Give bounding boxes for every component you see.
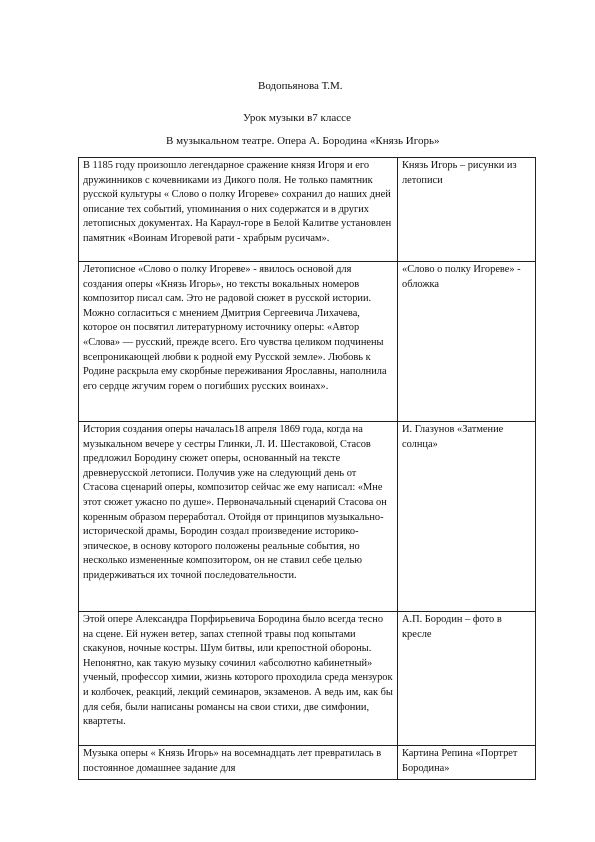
lesson-table (78, 157, 536, 780)
table-row (79, 746, 536, 780)
author-name: Водопьянова Т.М. (258, 80, 343, 92)
lesson-title: Урок музыки в7 классе (243, 112, 352, 124)
topic-title: В музыкальном театре. Опера А. Бородина «Князь Игорь» (166, 135, 440, 147)
row-note: И. Глазунов «Затмение солнца» (402, 424, 504, 450)
row-note: «Слово о полку Игореве» - обложка (402, 264, 521, 290)
table-row (79, 158, 536, 262)
row-note: Князь Игорь – рисунки из летописи (402, 160, 517, 186)
row-note: Картина Репина «Портрет Бородина» (402, 748, 518, 774)
row-text: История создания оперы началась18 апреля 1869 года, когда на музыкальном вечере у сестры Глинки, Л. И. Шестаковой, Стасов предложил Бородину сюжет оперы, основанный на тексте древнерусской летописи. Получив уже на следующий день от Стасова сценарий оперы, композитор сейчас же ему написал: «Мне этот сюжет ужасно по душе». Первоначальный сценарий Стасова он коренным образом переработал. Отойдя от принципов музыкально-исторической драмы, Бородин создал произведение историко-эпическое, в основу которого положены реальные события, но несколько измененные композитором, он не ставил себе целью придерживаться их точной последовательности. (83, 424, 387, 581)
main-text-cell (79, 746, 398, 780)
table-row (79, 262, 536, 422)
main-text-cell (79, 158, 398, 262)
illustration-note-cell (398, 262, 536, 422)
illustration-note-cell (398, 612, 536, 746)
main-text-cell (79, 612, 398, 746)
row-text: Этой опере Александра Порфирьевича Бородина было всегда тесно на сцене. Ей нужен ветер, запах степной травы под копытами скакунов, ночные костры. Шум битвы, или крепостной обороны. Непонятно, как такую музыку сочинил «абсолютно кабинетный» ученый, профессор химии, жизнь которого проходила среда мензурок и колбочек, реакций, лекций семинаров, экзаменов. А ведь им, как бы для себя, были написаны романсы на свои стихи, две симфонии, квартеты. (83, 614, 393, 728)
main-text-cell (79, 262, 398, 422)
illustration-note-cell (398, 746, 536, 780)
row-note: А.П. Бородин – фото в кресле (402, 614, 502, 640)
main-text-cell (79, 422, 398, 612)
row-text: Музыка оперы « Князь Игорь» на восемнадцать лет превратилась в постоянное домашнее задание для (83, 748, 382, 774)
table-row (79, 612, 536, 746)
illustration-note-cell (398, 158, 536, 262)
table-row (79, 422, 536, 612)
illustration-note-cell (398, 422, 536, 612)
row-text: Летописное «Слово о полку Игореве» - явилось основой для создания оперы «Князь Игорь», но тексты вокальных номеров композитор писал сам. Это не радовой сюжет в русской истории. Можно согласиться с мнением Дмитрия Сергеевича Лихачева, которое он посвятил литературному источнику оперы: «Автор «Слова» — русский, прежде всего. Его чувства целиком подчинены всепроникающей любви к родной ему Русской земле». Любовь к Родине раскрыла ему скорбные переживания Ярославны, наполнила его сердце жгучим горем о погибших русских воинах». (83, 264, 387, 392)
row-text: В 1185 году произошло легендарное сражение князя Игоря и его дружинников с кочевниками из Дикого поля. Не только памятник русской культуры « Слово о полку Игореве» сохранил до наших дней описание тех событий, упоминания о них содержатся и в других летописных документах. На Караул-горе в Белой Калитве установлен памятник «Воинам Игоревой рати - храбрым русичам». (83, 160, 392, 244)
